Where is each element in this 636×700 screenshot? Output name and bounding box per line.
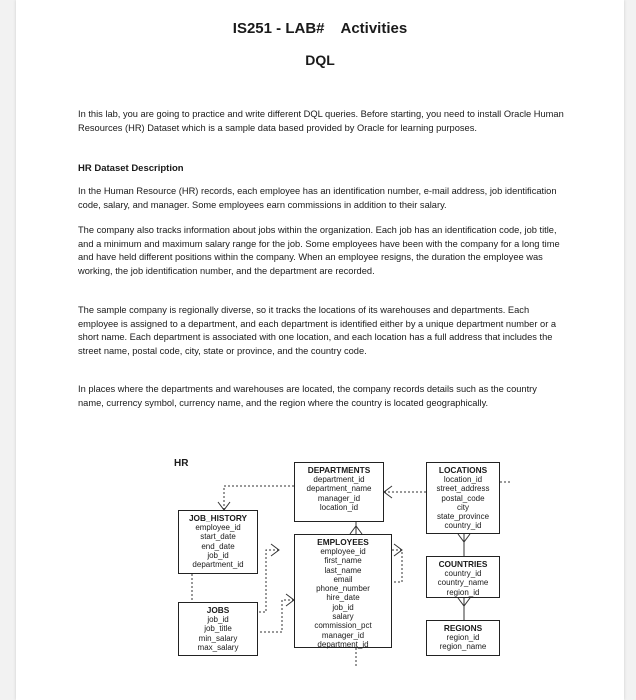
table-field: job_id (207, 550, 229, 560)
table-field: manager_id (321, 630, 365, 640)
hr-schema-diagram (144, 452, 514, 682)
section-heading: HR Dataset Description (78, 163, 184, 174)
table-field: job_title (204, 624, 232, 634)
table-title: COUNTRIES (438, 559, 488, 569)
table-field: phone_number (316, 584, 370, 594)
employees-self-line (392, 550, 402, 582)
table-countries (426, 556, 500, 598)
table-field: country_id (444, 569, 482, 578)
table-title: EMPLOYEES (317, 537, 369, 547)
table-field: postal_code (441, 493, 485, 503)
table-field: email (333, 574, 353, 584)
employees-jobhistory-line (257, 550, 279, 612)
table-field: commission_pct (314, 621, 372, 631)
paragraph-countries: In places where the departments and warehouses are located, the company records details such as the country name, currency symbol, currency name, and the region where the country is located geographically. (78, 384, 537, 408)
table-employees (294, 534, 392, 648)
table-title: REGIONS (443, 623, 483, 633)
table-field: city (457, 502, 469, 512)
intro-paragraph: In this lab, you are going to practice and write different DQL queries. Before starting, you need to install Oracle Human Resources (HR) Dataset which is a sample data based provided by Oracle for learning purposes. (78, 109, 564, 133)
table-field: salary (332, 612, 354, 622)
table-field: region_id (446, 587, 480, 597)
table-field: employee_id (320, 547, 366, 556)
table-field: department_id (313, 475, 365, 484)
document-page (16, 0, 624, 700)
schema-label: HR (174, 458, 189, 469)
table-field: last_name (324, 565, 362, 575)
table-field: end_date (201, 541, 235, 551)
table-field: state_province (436, 512, 490, 522)
table-field: region_id (446, 633, 480, 642)
dept-jobhistory-line (224, 486, 294, 510)
table-field: job_id (332, 602, 354, 612)
table-field: employee_id (195, 523, 241, 532)
table-title: LOCATIONS (438, 465, 488, 475)
employees-jobs-line (257, 600, 294, 632)
table-jobs (178, 602, 258, 656)
table-field: location_id (443, 475, 483, 484)
table-field: street_address (436, 484, 490, 494)
table-field: department_name (306, 484, 372, 494)
paragraph-locations: The sample company is regionally diverse, so it tracks the locations of its warehouses and departments. Each employee is assigned to a department, and each department is identified either by a unique department number or a short name. Each department is associated with one location, and each location has a full address that includes the street name, postal code, city, state or province, and the country code. (78, 305, 557, 356)
table-title: JOBS (206, 605, 230, 615)
table-field: manager_id (317, 493, 361, 503)
table-field: location_id (319, 502, 359, 512)
page-subtitle: DQL (305, 52, 335, 68)
page-title (16, 20, 624, 37)
table-field: hire_date (326, 593, 360, 603)
table-field: start_date (200, 532, 236, 542)
table-regions (426, 620, 500, 656)
title-lab: IS251 - LAB# (232, 20, 325, 37)
table-field: department_id (317, 639, 369, 649)
paragraph-employees: In the Human Resource (HR) records, each employee has an identification number, e-mail address, job identification code, salary, and manager. Some employees earn commissions in addition to their salary. (78, 186, 557, 210)
table-field: country_name (437, 578, 489, 588)
table-job-history (178, 510, 258, 574)
table-field: region_name (439, 642, 487, 652)
table-field: min_salary (198, 633, 238, 643)
paragraph-jobs: The company also tracks information about jobs within the organization. Each job has an identification code, job title, and a minimum and maximum salary range for the job. Some employees have been with the company for a long time and have held different positions within the company. When an employee resigns, the duration the employee was working, the job identification number, and the department are recorded. (78, 225, 560, 276)
table-field: max_salary (197, 642, 239, 652)
table-field: department_id (192, 560, 244, 570)
title-activities: Activities (340, 20, 408, 37)
table-field: country_id (444, 521, 482, 531)
table-title: JOB_HISTORY (188, 513, 248, 523)
table-field: first_name (324, 556, 362, 566)
table-field: job_id (207, 615, 229, 624)
table-locations (426, 462, 500, 534)
table-departments (294, 462, 384, 522)
table-title: DEPARTMENTS (307, 465, 371, 475)
